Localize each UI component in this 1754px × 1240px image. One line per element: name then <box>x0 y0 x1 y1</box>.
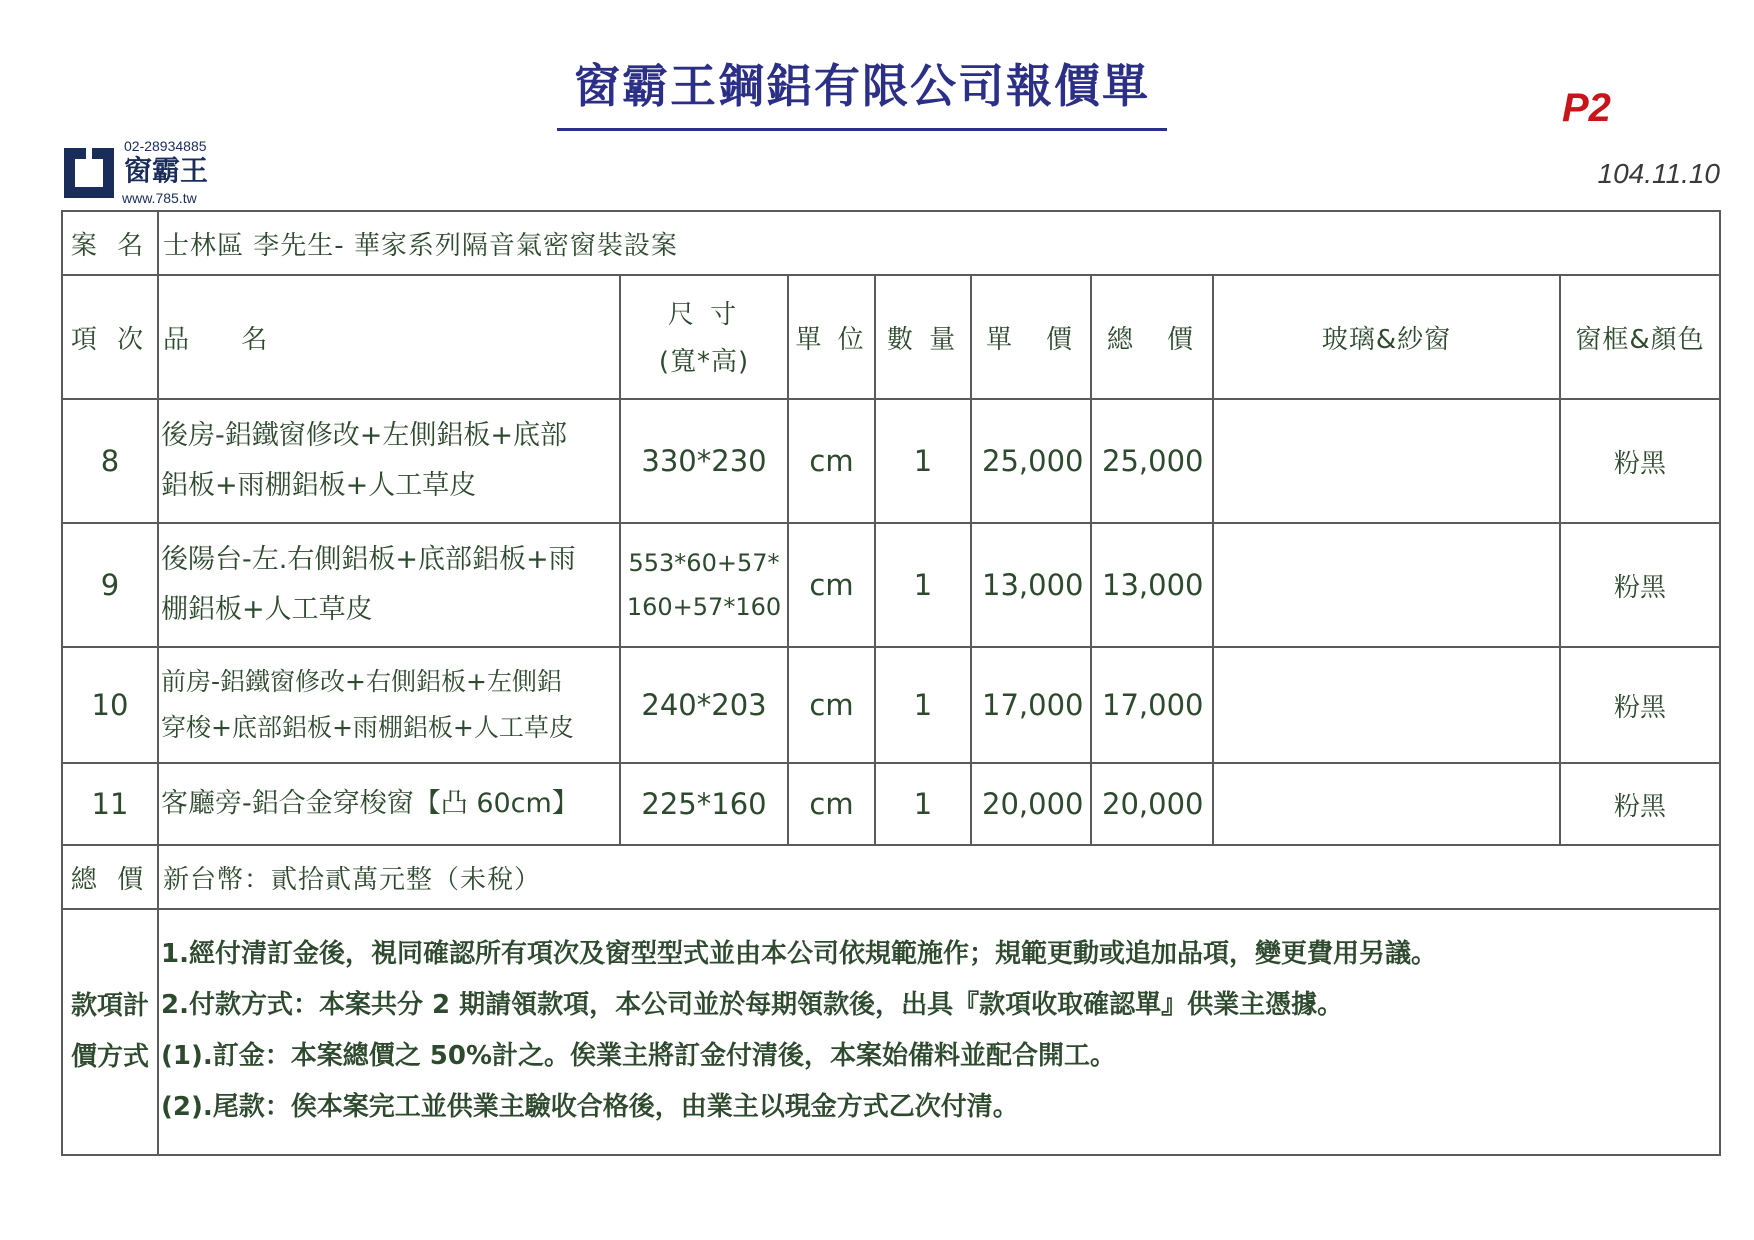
row-product-name-line2: 棚鋁板+人工草皮 <box>161 594 373 625</box>
row-product-name-line1: 客廳旁-鋁合金穿梭窗【凸 60cm】 <box>161 788 579 819</box>
row-unit: cm <box>788 647 875 763</box>
grand-total-value: 新台幣：貳拾貳萬元整（未稅） <box>158 845 1720 909</box>
document-title: 窗霸王鋼鋁有限公司報價單 <box>574 59 1150 113</box>
row-total: 17,000 <box>1091 647 1213 763</box>
row-item-no: 10 <box>62 647 158 763</box>
header-size-label: 尺 寸 <box>667 300 741 330</box>
row-product-name-line1: 後陽台-左.右側鋁板+底部鋁板+雨 <box>161 544 576 575</box>
table-row <box>62 763 1720 845</box>
table-row <box>62 399 1720 523</box>
row-item-no: 8 <box>62 399 158 523</box>
page-number: P2 <box>1562 86 1611 130</box>
header-row <box>62 275 1720 399</box>
payment-term-line: 2.付款方式：本案共分 2 期請領款項，本公司並於每期領款後，出具『款項收取確認單』供業主憑據。 <box>161 990 1344 1020</box>
row-total: 20,000 <box>1091 763 1213 845</box>
logo-url: www.785.tw <box>122 190 197 206</box>
title-underline <box>557 128 1167 131</box>
logo-phone: 02-28934885 <box>124 138 207 154</box>
header-name: 品 名 <box>158 275 620 399</box>
row-product-name-line2: 穿梭+底部鋁板+雨棚鋁板+人工草皮 <box>161 713 574 742</box>
table-row <box>62 647 1720 763</box>
row-frame-color: 粉黑 <box>1560 399 1720 523</box>
row-size: 330*230 <box>620 399 788 523</box>
row-item-no: 11 <box>62 763 158 845</box>
row-unit: cm <box>788 399 875 523</box>
row-unit-price: 17,000 <box>971 647 1091 763</box>
header-unit-price: 單 價 <box>971 275 1091 399</box>
row-total: 13,000 <box>1091 523 1213 647</box>
payment-term-line: 1.經付清訂金後，視同確認所有項次及窗型型式並由本公司依規範施作；規範更動或追加品項，變更費用另議。 <box>161 939 1437 969</box>
row-unit: cm <box>788 523 875 647</box>
row-size: 240*203 <box>620 647 788 763</box>
header-item: 項 次 <box>62 275 158 399</box>
payment-term-line: (1).訂金：本案總價之 50%計之。俟業主將訂金付清後，本案始備料並配合開工。 <box>161 1041 1117 1071</box>
payment-terms-label <box>62 909 158 1155</box>
row-product-name <box>158 763 620 845</box>
company-logo <box>64 138 234 206</box>
payment-term-line: (2).尾款：俟本案完工並供業主驗收合格後，由業主以現金方式乙次付清。 <box>161 1092 1019 1122</box>
row-frame-color: 粉黑 <box>1560 523 1720 647</box>
row-unit-price: 25,000 <box>971 399 1091 523</box>
grand-total-label: 總 價 <box>62 845 158 909</box>
row-unit: cm <box>788 763 875 845</box>
header-glass: 玻璃&紗窗 <box>1213 275 1560 399</box>
grand-total-row <box>62 845 1720 909</box>
row-glass <box>1213 647 1560 763</box>
row-glass <box>1213 523 1560 647</box>
header-frame: 窗框&顏色 <box>1560 275 1720 399</box>
row-size: 225*160 <box>620 763 788 845</box>
table-row <box>62 523 1720 647</box>
quotation-table <box>61 210 1721 1156</box>
row-qty: 1 <box>875 763 971 845</box>
row-product-name <box>158 523 620 647</box>
row-qty: 1 <box>875 647 971 763</box>
header-size-unit: (寬*高) <box>658 347 750 377</box>
row-frame-color: 粉黑 <box>1560 763 1720 845</box>
row-frame-color: 粉黑 <box>1560 647 1720 763</box>
header-qty: 數 量 <box>875 275 971 399</box>
header-unit: 單 位 <box>788 275 875 399</box>
row-product-name <box>158 399 620 523</box>
window-frame-icon <box>64 148 114 198</box>
case-label: 案 名 <box>62 211 158 275</box>
payment-terms-label-line2: 價方式 <box>70 1042 149 1072</box>
payment-terms-label-line1: 款項計 <box>70 991 149 1021</box>
row-glass <box>1213 763 1560 845</box>
row-product-name-line1: 後房-鋁鐵窗修改+左側鋁板+底部 <box>161 420 567 451</box>
row-product-name <box>158 647 620 763</box>
row-size <box>620 523 788 647</box>
case-name: 士林區 李先生- 華家系列隔音氣密窗裝設案 <box>158 211 1720 275</box>
row-product-name-line1: 前房-鋁鐵窗修改+右側鋁板+左側鋁 <box>161 667 562 696</box>
header-total: 總 價 <box>1091 275 1213 399</box>
row-item-no: 9 <box>62 523 158 647</box>
quote-date: 104.11.10 <box>1597 158 1720 189</box>
row-size-line2: 160+57*160 <box>626 593 782 621</box>
row-total: 25,000 <box>1091 399 1213 523</box>
payment-terms-text <box>158 909 1720 1155</box>
row-glass <box>1213 399 1560 523</box>
row-product-name-line2: 鋁板+雨棚鋁板+人工草皮 <box>161 470 477 501</box>
payment-terms-row <box>62 909 1720 1155</box>
header-size <box>620 275 788 399</box>
row-unit-price: 20,000 <box>971 763 1091 845</box>
case-row <box>62 211 1720 275</box>
row-qty: 1 <box>875 399 971 523</box>
row-size-line1: 553*60+57* <box>628 549 780 577</box>
row-qty: 1 <box>875 523 971 647</box>
row-unit-price: 13,000 <box>971 523 1091 647</box>
logo-name: 窗霸王 <box>124 154 209 187</box>
